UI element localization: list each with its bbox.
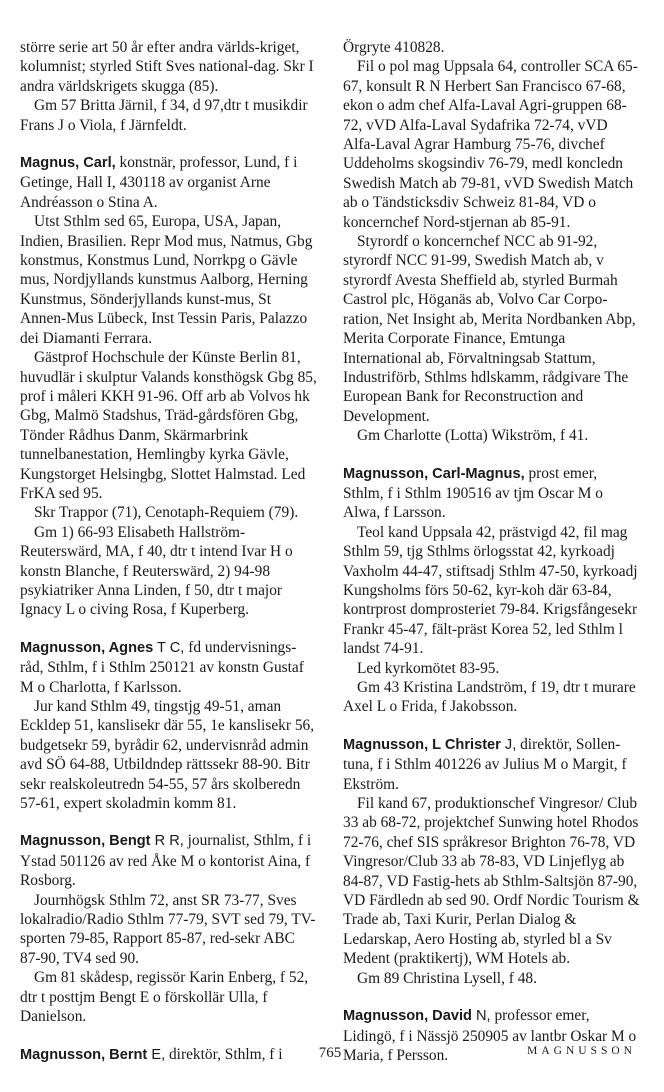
entry-paragraph: Gm 81 skådesp, regissör Karin Enberg, f 52, dtr t posttjm Bengt E o förskollär Ulla, f Danielson.	[20, 969, 309, 1026]
entry-text: direktör, Sthlm, f i	[165, 1045, 283, 1063]
entry-continuation-left	[20, 38, 318, 135]
entry-text: fd undervisnings-råd, Sthlm, f i Sthlm 250121 av konstn Gustaf M o Charlotta, f Karlsson.	[20, 638, 304, 696]
entry-magnusson-christer	[343, 735, 641, 988]
entry-paragraph: Gästprof Hochschule der Künste Berlin 81, huvudlär i skulptur Valands konsthögsk Gbg 85, prof i måleri KKH 91-96. Off arb ab Volvos hk Gbg, Malmö Stadshus, Träd-gårdsfören Gbg, Tönder Rådhus Danm, Skärmarbrink tunnelbanestation, Hemlingby kyrka Gävle, Kungstorget Helsingbg, Slottet Halmstad. Led FrKA sed 95.	[20, 349, 317, 502]
entry-paragraph: Gm 43 Kristina Landström, f 19, dtr t murare Axel L o Frida, f Jakobsson.	[343, 679, 636, 716]
entry-paragraph: Led kyrkomötet 83-95.	[357, 659, 500, 677]
right-column	[343, 38, 641, 1065]
entry-paragraph: Utst Sthlm sed 65, Europa, USA, Japan, Indien, Brasilien. Repr Mod mus, Natmus, Gbg konstmus, Konstmus Lund, Norrkpg o Gävle mus, Nordjyllands kunstmus Aalborg, Herning Kunstmus, Sönderjyllands kunst-mus, St Annen-Mus Lübeck, Inst Tessin Paris, Palazzo dei Diamanti Ferrara.	[20, 213, 313, 347]
entry-paragraph	[343, 735, 641, 794]
entry-text: konstnär, professor, Lund, f i Getinge, Hall I, 430118 av organist Arne Andréasson o Stina A.	[20, 154, 298, 211]
entry-magnusson-bengt	[20, 831, 318, 1026]
entry-initials: E,	[147, 1046, 166, 1063]
entry-headword: Magnusson, David	[343, 1008, 472, 1025]
entry-paragraph	[20, 153, 318, 212]
entry-headword: Magnus, Carl,	[20, 155, 116, 172]
entry-paragraph: Teol kand Uppsala 42, prästvigd 42, fil mag Sthlm 59, tjg Sthlms örlogsstat 42, kyrkoadj Vaxholm 44-47, stiftsadj Sthlm 47-50, kyrkoadj Kungsholms förs 50-62, kyr-koh där 63-84, kontrprost domprosteriet 79-84. Krigsfångesekr Frankr 45-47, fält-präst Korea 52, led Sthlm l landst 74-91.	[343, 523, 638, 658]
entry-initials: J,	[500, 736, 517, 753]
entry-paragraph: Gm Charlotte (Lotta) Wikström, f 41.	[357, 427, 589, 445]
entry-paragraph: Styrordf o koncernchef NCC ab 91-92, styrordf NCC 91-99, Swedish Match ab, v styrordf Avesta Sheffield ab, styrled Burmah Castrol plc, Höganäs ab, Volvo Car Corpo-ration, Net Insight ab, Merita Nordbanken Abp, Merita Corporate Finance, Emtunga International ab, Förvaltningsab Stattum, Industriförb, Sthlms hdlskamm, rådgivare The European Bank for Reconstruction and Development.	[343, 233, 636, 425]
running-head: MAGNUSSON	[527, 1045, 636, 1057]
entry-paragraph: större serie art 50 år efter andra världs-kriget, kolumnist; styrled Stift Sves national-dag. Skr I andra världskrigets skugga (85).	[20, 39, 314, 95]
entry-text: prost emer, Sthlm, f i Sthlm 190516 av tjm Oscar M o Alwa, f Larsson.	[343, 464, 603, 522]
entry-paragraph	[20, 638, 318, 697]
entry-text: journalist, Sthlm, f i Ystad 501126 av red Åke M o kontorist Aina, f Rosborg.	[20, 832, 312, 890]
entry-paragraph: Gm 89 Christina Lysell, f 48.	[357, 969, 537, 987]
entry-headword: Magnusson, Agnes	[20, 639, 154, 656]
entry-headword: Magnusson, L Christer	[343, 736, 501, 753]
entry-magnusson-agnes	[20, 638, 318, 814]
entry-paragraph: Gm 57 Britta Järnil, f 34, d 97,dtr t musikdir Frans J o Viola, f Järnfeldt.	[20, 97, 308, 134]
entry-continuation-right	[343, 38, 641, 446]
entry-text: professor emer, Lidingö, f i Nässjö 250905 av lantbr Oskar M o Maria, f Persson.	[343, 1007, 637, 1064]
entry-paragraph	[20, 1045, 318, 1065]
entry-initials: N,	[471, 1008, 491, 1025]
entry-paragraph: Fil kand 67, produktionschef Vingresor/ Club 33 ab 68-72, projektchef Sunwing hotel Rhodos 72-76, chef SIS språkresor Brighton 76-78, VD Vingresor/Club 33 ab 78-83, VD Linjeflyg ab 84-87, VD Fastig-hets ab Sthlm-Saltsjön 87-90, VD Färdledn ab sed 90. Ordf Nordic Tourism & Trade ab, Taxi Kurir, Perlan Dialog & Ledarskap, Aero Hosting ab, styrled bl a Sv Medent (praktikertj), WM Hotels ab.	[343, 795, 640, 968]
entry-magnus-carl	[20, 153, 318, 620]
entry-headword: Magnusson, Carl-Magnus,	[343, 465, 525, 482]
entry-paragraph	[343, 464, 641, 523]
entry-paragraph: Örgryte 410828.	[343, 39, 445, 56]
entry-paragraph: Skr Trappor (71), Cenotaph-Requiem (79).	[34, 504, 299, 522]
entry-paragraph: Journhögsk Sthlm 72, anst SR 73-77, Sves lokalradio/Radio Sthlm 77-79, SVT sed 79, TV-sporten 79-85, Rapport 85-87, red-sekr ABC 87-90, TV4 sed 90.	[20, 891, 316, 967]
page-number: 765	[318, 1045, 342, 1061]
entry-paragraph	[20, 831, 318, 890]
entry-headword: Magnusson, Bengt	[20, 833, 151, 850]
entry-paragraph: Jur kand Sthlm 49, tingstjg 49-51, aman Eckldep 51, kanslisekr där 55, 1e kanslisekr 56, budgetsekr 59, byrådir 62, undervisnråd admin avd SÖ 64-88, Utbildndep rättssekr 88-90. Bitr sekr realskoleutredn 54-55, 57 års skolberedn 57-61, expert skoladmin komm 81.	[20, 698, 315, 813]
entry-magnusson-carl-magnus	[343, 464, 641, 717]
entry-magnusson-bernt	[20, 1045, 318, 1065]
entry-initials: R R,	[150, 833, 184, 850]
entry-paragraph: Fil o pol mag Uppsala 64, controller SCA 65-67, konsult R N Herbert San Francisco 67-68, ekon o adm chef Alfa-Laval Agri-gruppen 68-72, vVD Alfa-Laval Sydafrika 72-74, vVD Alfa-Laval Agrar Hamburg 75-76, divchef Uddeholms skogsindiv 76-79, medl koncledn Swedish Match ab 79-81, vVD Swedish Match ab o Tändsticksdiv Schweiz 81-84, VD o koncernchef Nord-stjernan ab 85-91.	[343, 58, 638, 231]
entry-text: direktör, Sollen-tuna, f i Sthlm 401226 av Julius M o Margit, f Ekström.	[343, 735, 627, 793]
left-column	[20, 38, 318, 1065]
entry-paragraph: Gm 1) 66-93 Elisabeth Hallström-Reuterswärd, MA, f 40, dtr t intend Ivar H o konstn Blanche, f Reuterswärd, 2) 94-98 psykiatriker Anna Linden, f 50, dtr t major Ignacy L o civing Rosa, f Kuperberg.	[20, 523, 293, 619]
entry-headword: Magnusson, Bernt	[20, 1046, 148, 1063]
entry-initials: T C,	[153, 639, 185, 656]
